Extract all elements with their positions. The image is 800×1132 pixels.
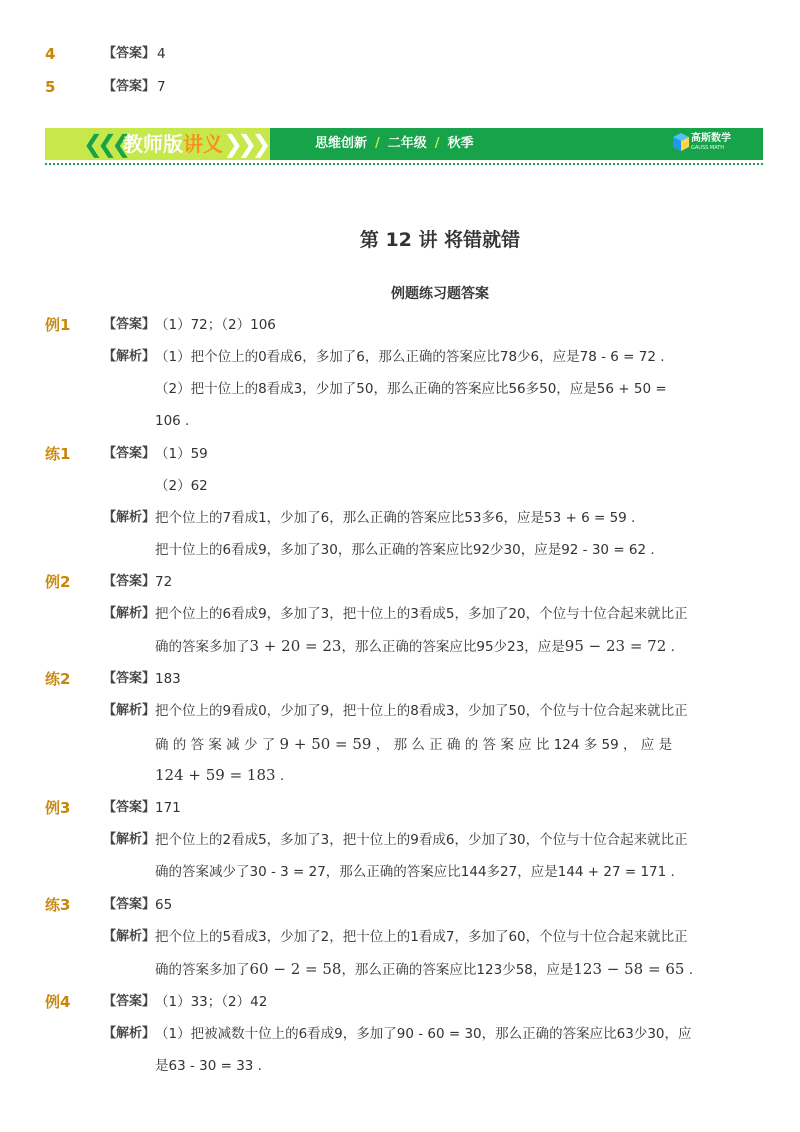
analysis-text: 把个位上的2看成5，多加了3，把十位上的9看成6，少加了30，个位与十位合起来就比正: [155, 832, 688, 848]
logo-subtitle: GAUSS MATH: [691, 145, 725, 151]
answer-tag: 【答案】: [103, 446, 156, 461]
banner-title-highlight: 讲义: [183, 132, 223, 156]
divider: [45, 163, 763, 165]
math-expression: 123 − 58 = 65: [573, 960, 685, 978]
answer-tag: 【答案】: [103, 574, 156, 589]
analysis-text: 把个位上的9看成0，少加了9，把十位上的8看成3，少加了50，个位与十位合起来就比正: [155, 703, 688, 719]
analysis-text: 把个位上的7看成1，少加了6，那么正确的答案应比53多6，应是53 + 6 = 59 .: [155, 510, 636, 526]
analysis-text-part: 确的答案多加了: [155, 962, 250, 978]
answer-text: 171: [155, 800, 181, 816]
section-title: 例题练习题答案: [391, 286, 489, 302]
answer-tag: 【答案】: [103, 994, 156, 1009]
analysis-text: （1）把个位上的0看成6，多加了6，那么正确的答案应比78少6，应是78 - 6 = 72 .: [155, 349, 665, 365]
item-number: 练2: [45, 670, 71, 688]
analysis-tag: 【解析】: [103, 832, 156, 847]
item-number: 练1: [45, 445, 71, 463]
analysis-text-part: .: [275, 768, 285, 784]
header-banner: [45, 128, 763, 160]
analysis-text: （1）把被减数十位上的6看成9，多加了90 - 60 = 30，那么正确的答案应比63少30，应: [155, 1026, 692, 1042]
answer-tag: 【答案】: [103, 897, 156, 912]
item-number: 5: [45, 78, 56, 96]
breadcrumb-subject: 思维创新: [315, 136, 368, 151]
analysis-text: （2）把十位上的8看成3，少加了50，那么正确的答案应比56多50，应是56 + 50 =: [155, 381, 667, 397]
logo-name: 高斯数学: [691, 133, 731, 144]
analysis-text-part: 确 的 答 案 减 少 了: [155, 737, 280, 753]
analysis-text: 确的答案减少了30 - 3 = 27，那么正确的答案应比144多27，应是144 + 27 = 171 .: [155, 864, 675, 880]
analysis-text: 把个位上的5看成3，少加了2，把十位上的1看成7，多加了60，个位与十位合起来就比正: [155, 929, 688, 945]
brand-logo: [673, 132, 753, 156]
item-number: 例3: [45, 799, 71, 817]
answer-tag: 【答案】: [103, 671, 156, 686]
analysis-tag: 【解析】: [103, 510, 156, 525]
math-expression: 95 − 23 = 72: [564, 637, 667, 655]
math-expression: 9 + 50 = 59: [279, 735, 372, 753]
math-expression: 3 + 20 = 23: [249, 637, 342, 655]
answer-tag: 【答案】: [103, 800, 156, 815]
analysis-text-part: ，那么正确的答案应比95少23，应是: [341, 639, 565, 655]
answer-text: 65: [155, 897, 173, 913]
analysis-text-part: 确的答案多加了: [155, 639, 250, 655]
analysis-text: 106 .: [155, 413, 190, 429]
analysis-text: [155, 734, 672, 755]
answer-text: 4: [157, 46, 166, 62]
math-expression: 124 + 59 = 183: [155, 766, 276, 784]
chevron-right-icon: ❯❯❯: [223, 130, 266, 158]
breadcrumb: [315, 136, 474, 152]
analysis-text-part: ，那么正确的答案应比123少58，应是: [341, 962, 574, 978]
breadcrumb-separator: /: [375, 136, 380, 151]
item-number: 例1: [45, 316, 71, 334]
answer-text: 72: [155, 574, 173, 590]
answer-tag: 【答案】: [103, 46, 156, 61]
chapter-title: 第 12 讲 将错就错: [359, 229, 521, 251]
breadcrumb-grade: 二年级: [387, 136, 427, 151]
item-number: 4: [45, 45, 56, 63]
logo-cube-icon: [673, 133, 689, 151]
answer-text: （1）59: [155, 446, 208, 462]
breadcrumb-season: 秋季: [447, 136, 474, 151]
banner-title: [123, 133, 223, 155]
analysis-text: [155, 765, 284, 786]
math-expression: 60 − 2 = 58: [249, 960, 342, 978]
item-number: 练3: [45, 896, 71, 914]
analysis-text: [155, 636, 675, 657]
analysis-text-part: ， 那 么 正 确 的 答 案 应 比 124 多 59 ， 应 是: [371, 737, 673, 753]
analysis-tag: 【解析】: [103, 1026, 156, 1041]
analysis-text: 把个位上的6看成9，多加了3，把十位上的3看成5，多加了20，个位与十位合起来就比正: [155, 606, 688, 622]
analysis-text-part: .: [666, 639, 675, 655]
analysis-tag: 【解析】: [103, 349, 156, 364]
answer-text: （1）33；（2）42: [155, 994, 268, 1010]
answer-text: 7: [157, 79, 166, 95]
item-number: 例4: [45, 993, 71, 1011]
answer-tag: 【答案】: [103, 79, 156, 94]
analysis-text-part: .: [684, 962, 693, 978]
answer-text: （1）72；（2）106: [155, 317, 276, 333]
analysis-tag: 【解析】: [103, 929, 156, 944]
item-number: 例2: [45, 573, 71, 591]
answer-text: （2）62: [155, 478, 208, 494]
analysis-tag: 【解析】: [103, 606, 156, 621]
breadcrumb-separator: /: [434, 136, 440, 151]
answer-text: 183: [155, 671, 181, 687]
answer-tag: 【答案】: [103, 317, 156, 332]
analysis-text: 把十位上的6看成9，多加了30，那么正确的答案应比92少30，应是92 - 30 = 62 .: [155, 542, 655, 558]
chevron-left-icon: ❮❮❮: [83, 130, 126, 158]
analysis-text: 是63 - 30 = 33 .: [155, 1058, 262, 1074]
banner-title-main: 教师版: [123, 132, 183, 156]
analysis-text: [155, 959, 693, 980]
analysis-tag: 【解析】: [103, 703, 156, 718]
